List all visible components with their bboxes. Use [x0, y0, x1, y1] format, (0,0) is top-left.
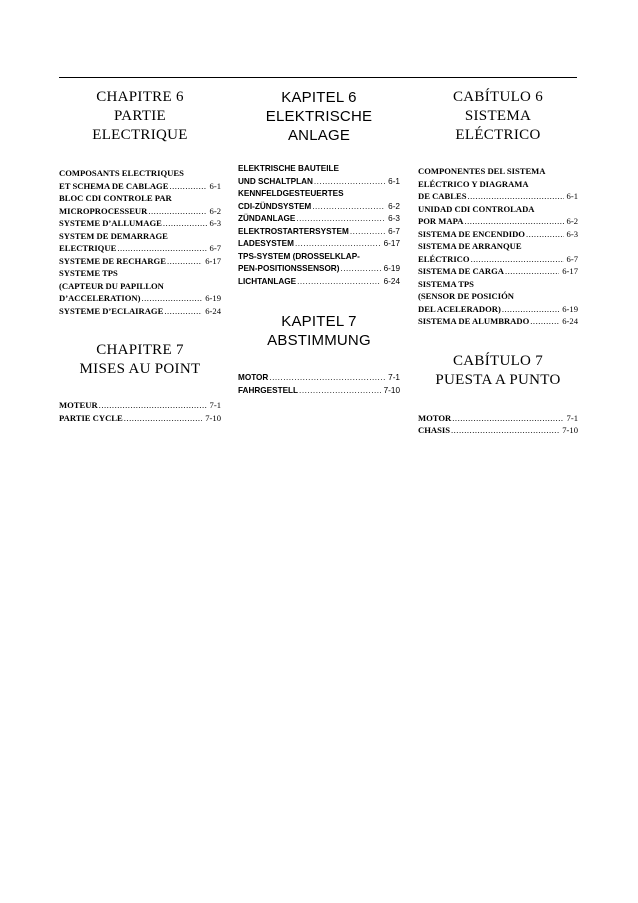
toc-entry-page: 6-1: [209, 180, 221, 191]
toc-entry-title: ELEKTROSTARTERSYSTEM: [238, 226, 349, 236]
toc-entry: [418, 290, 578, 303]
toc-entry-title: COMPOSANTS ELECTRIQUES: [59, 168, 184, 178]
toc-leader-dots: [167, 255, 202, 268]
toc-leader-dots: [471, 253, 564, 266]
toc-entry: [418, 412, 578, 425]
toc-entry: [418, 165, 578, 178]
toc-leader-dots: [163, 217, 207, 230]
toc-leader-dots: [530, 315, 559, 328]
spanish-chapter-6-toc: [418, 165, 578, 328]
toc-leader-dots: [117, 242, 206, 255]
toc-entry-title: BLOC CDI CONTROLE PAR: [59, 193, 172, 203]
toc-entry: [238, 213, 400, 226]
toc-leader-dots: [269, 372, 385, 385]
toc-entry: [238, 163, 400, 176]
toc-entry: [59, 267, 221, 280]
german-chapter-6-heading: KAPITEL 6 ELEKTRISCHE ANLAGE: [265, 89, 373, 144]
toc-entry: [59, 205, 221, 218]
french-chapter-6-heading: CHAPITRE 6 PARTIE ELECTRIQUE: [92, 89, 188, 143]
toc-entry-page: 6-24: [383, 276, 400, 286]
toc-entry-title: KENNFELDGESTEUERTES: [238, 189, 344, 198]
toc-leader-dots: [296, 213, 385, 226]
toc-entry-title: SYSTEM DE DEMARRAGE: [59, 230, 168, 241]
toc-entry: [59, 412, 221, 425]
toc-entry: [238, 372, 400, 385]
toc-entry-page: 6-2: [566, 216, 578, 226]
toc-entry: [418, 303, 578, 316]
toc-entry-title: (SENSOR DE POSICIÓN: [418, 291, 514, 301]
toc-entry-title: PARTIE CYCLE: [59, 412, 123, 423]
toc-entry: [238, 201, 400, 214]
toc-entry-page: 6-17: [205, 255, 221, 266]
toc-entry-page: 6-19: [205, 293, 221, 303]
toc-entry-title: COMPONENTES DEL SISTEMA: [418, 166, 546, 176]
toc-entry-page: 7-10: [205, 412, 221, 423]
toc-leader-dots: [297, 276, 381, 289]
toc-leader-dots: [169, 180, 206, 193]
spanish-chapter-7-heading: CABÍTULO 7 PUESTA A PUNTO: [435, 352, 561, 388]
toc-entry: [418, 265, 578, 278]
toc-entry-page: 7-1: [209, 400, 221, 410]
toc-entry-page: 6-3: [388, 214, 400, 223]
toc-entry: [418, 228, 578, 241]
german-chapter-6-toc: [238, 163, 400, 288]
toc-entry: [238, 176, 400, 189]
spanish-chapter-6-heading: CABÍTULO 6 SISTEMA ELÉCTRICO: [452, 89, 544, 143]
toc-entry: [418, 215, 578, 228]
toc-leader-dots: [350, 226, 385, 239]
toc-entry-title: MOTOR: [238, 373, 269, 382]
toc-leader-dots: [299, 385, 381, 398]
toc-entry: [59, 305, 221, 318]
french-chapter-7-toc: [59, 399, 221, 424]
toc-leader-dots: [295, 238, 381, 251]
toc-entry-title: SISTEMA DE CARGA: [418, 266, 504, 276]
toc-entry-title: SYSTEME D’ECLAIRAGE: [59, 305, 164, 316]
german-chapter-7-toc: [238, 372, 400, 397]
toc-entry: [418, 178, 578, 191]
toc-entry-page: 6-3: [566, 228, 578, 239]
toc-entry-title: DEL ACELERADOR): [418, 303, 501, 314]
toc-entry-title: SISTEMA DE ARRANQUE: [418, 241, 522, 251]
toc-entry: [59, 280, 221, 293]
toc-entry-title: UND SCHALTPLAN: [238, 176, 313, 186]
toc-entry-title: SISTEMA DE ALUMBRADO: [418, 316, 530, 326]
french-column: [59, 88, 221, 424]
toc-entry: [238, 263, 400, 276]
toc-entry-title: DE CABLES: [418, 191, 467, 201]
toc-entry-page: 6-24: [205, 305, 221, 316]
toc-entry-title: TPS-SYSTEM (DROSSELKLAP-: [238, 251, 360, 261]
toc-entry-title: ZÜNDANLAGE: [238, 214, 296, 223]
toc-entry-title: CHASIS: [418, 425, 450, 435]
toc-leader-dots: [505, 265, 559, 278]
toc-leader-dots: [142, 292, 203, 305]
toc-leader-dots: [526, 228, 564, 241]
toc-entry: [238, 226, 400, 239]
toc-entry-page: 6-19: [562, 303, 578, 314]
toc-leader-dots: [164, 305, 202, 318]
toc-leader-dots: [314, 176, 385, 189]
toc-leader-dots: [502, 303, 559, 316]
toc-leader-dots: [312, 201, 385, 214]
toc-entry: [418, 278, 578, 291]
toc-entry-page: 6-7: [566, 253, 578, 264]
toc-entry-page: 7-1: [388, 373, 400, 382]
toc-entry-title: PEN-POSITIONSSENSOR): [238, 264, 340, 273]
french-chapter-6-toc: [59, 167, 221, 317]
toc-entry-page: 6-17: [562, 266, 578, 276]
toc-entry: [238, 276, 400, 289]
toc-entry-page: 6-3: [209, 218, 221, 228]
toc-entry-title: MOTOR: [418, 412, 452, 423]
toc-entry: [418, 190, 578, 203]
toc-leader-dots: [124, 412, 202, 425]
toc-entry: [59, 292, 221, 305]
toc-entry: [418, 253, 578, 266]
toc-entry: [59, 242, 221, 255]
toc-leader-dots: [452, 412, 563, 425]
toc-entry-title: SYSTEME D’ALLUMAGE: [59, 218, 162, 228]
spanish-column: [418, 88, 578, 437]
toc-entry-page: 7-1: [566, 412, 578, 423]
toc-entry-page: 6-1: [566, 191, 578, 201]
toc-entry: [418, 203, 578, 216]
toc-entry-title: ET SCHEMA DE CABLAGE: [59, 180, 169, 191]
spanish-chapter-7-toc: [418, 412, 578, 437]
toc-entry-page: 7-10: [383, 385, 400, 395]
toc-entry-title: FAHRGESTELL: [238, 385, 299, 395]
german-chapter-7-heading: KAPITEL 7 ABSTIMMUNG: [267, 313, 371, 349]
toc-entry-page: 6-7: [209, 243, 221, 253]
toc-entry-title: LICHTANLAGE: [238, 276, 297, 286]
toc-entry-title: UNIDAD CDI CONTROLADA: [418, 203, 535, 214]
toc-entry: [238, 188, 400, 201]
toc-entry: [59, 180, 221, 193]
toc-entry-title: ELÉCTRICO: [418, 253, 470, 264]
toc-entry: [418, 240, 578, 253]
toc-entry-title: D’ACCELERATION): [59, 293, 141, 303]
toc-leader-dots: [467, 190, 563, 203]
toc-entry-page: 7-10: [562, 425, 578, 435]
toc-leader-dots: [99, 399, 207, 412]
toc-entry-title: ELEKTRISCHE BAUTEILE: [238, 164, 339, 173]
toc-entry-page: 6-24: [562, 316, 578, 326]
toc-entry-title: LADESYSTEM: [238, 239, 294, 248]
toc-entry-title: (CAPTEUR DU PAPILLON: [59, 280, 164, 291]
toc-entry-title: SYSTEME TPS: [59, 268, 118, 278]
toc-entry-title: SYSTEME DE RECHARGE: [59, 255, 166, 266]
toc-entry: [238, 251, 400, 264]
toc-entry-page: 6-19: [383, 264, 400, 273]
toc-entry-title: ELECTRIQUE: [59, 243, 117, 253]
toc-entry: [59, 217, 221, 230]
toc-leader-dots: [451, 424, 559, 437]
toc-entry-page: 6-7: [388, 226, 400, 236]
toc-entry-page: 6-17: [383, 239, 400, 248]
toc-entry-page: 6-1: [388, 176, 400, 186]
toc-entry: [59, 399, 221, 412]
toc-entry-title: ELÉCTRICO Y DIAGRAMA: [418, 178, 529, 189]
toc-entry: [418, 424, 578, 437]
toc-entry: [238, 238, 400, 251]
toc-entry-title: SISTEMA DE ENCENDIDO: [418, 228, 525, 239]
german-column: [238, 88, 400, 397]
toc-entry-title: SISTEMA TPS: [418, 278, 474, 289]
toc-entry-title: MICROPROCESSEUR: [59, 205, 148, 216]
toc-entry-page: 6-2: [388, 201, 400, 211]
toc-leader-dots: [340, 263, 380, 276]
toc-entry: [59, 230, 221, 243]
toc-entry: [59, 167, 221, 180]
toc-entry: [59, 255, 221, 268]
toc-leader-dots: [148, 205, 206, 218]
toc-entry: [59, 192, 221, 205]
toc-entry-page: 6-2: [209, 205, 221, 216]
toc-leader-dots: [464, 215, 563, 228]
toc-entry: [418, 315, 578, 328]
toc-entry: [238, 385, 400, 398]
french-chapter-7-heading: CHAPITRE 7 MISES AU POINT: [79, 342, 201, 377]
toc-entry-title: CDI-ZÜNDSYSTEM: [238, 201, 312, 211]
toc-entry-title: MOTEUR: [59, 400, 98, 410]
top-rule: [59, 77, 577, 78]
toc-entry-title: POR MAPA: [418, 216, 464, 226]
